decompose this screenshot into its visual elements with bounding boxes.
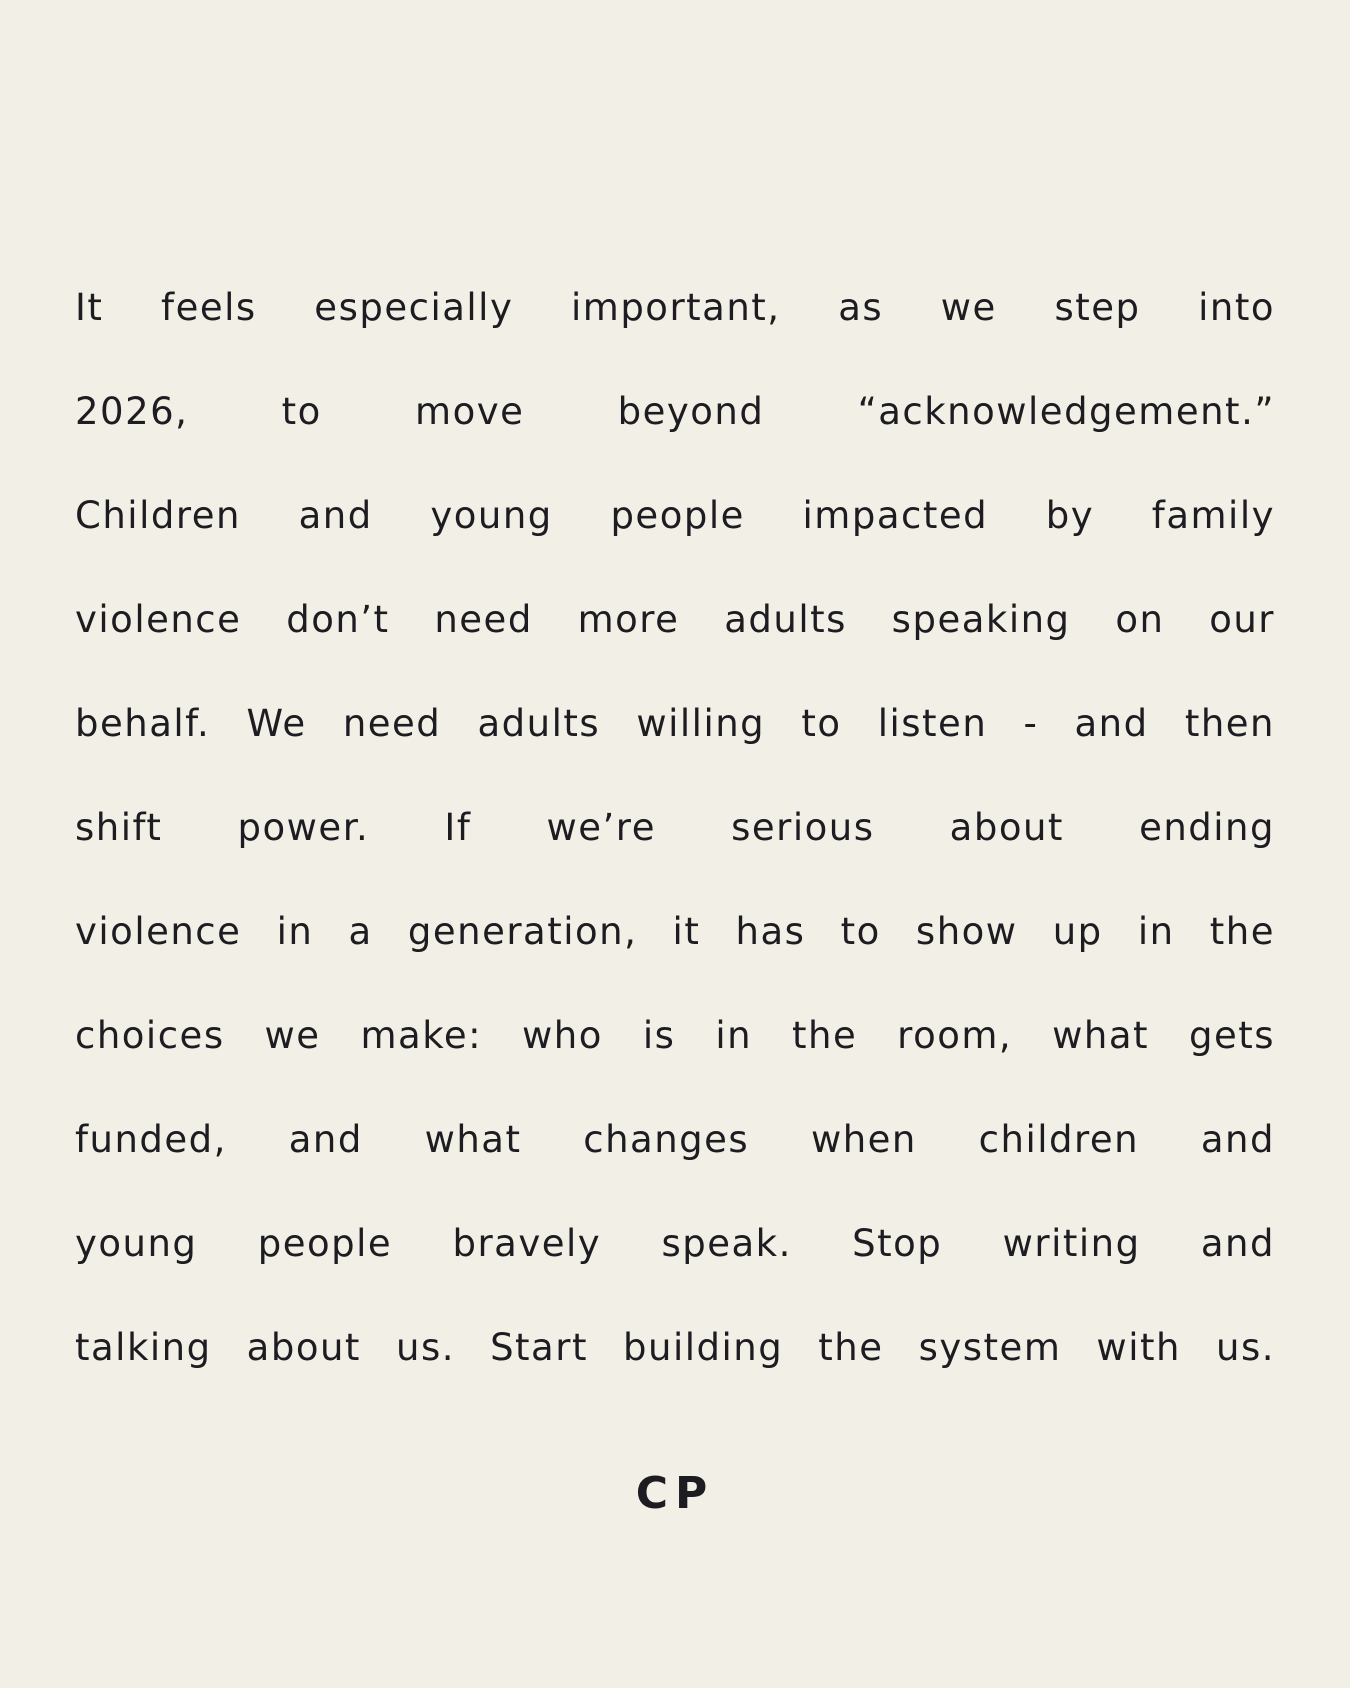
quote-line: violence in a generation, it has to show up in the bbox=[75, 910, 1275, 953]
quote-line: 2026, to move beyond “acknowledgement.” bbox=[75, 390, 1275, 433]
quote-line: choices we make: who is in the room, what gets bbox=[75, 1014, 1275, 1057]
signature-initials: CP bbox=[635, 1468, 715, 1519]
quote-line: talking about us. Start building the system with us. bbox=[75, 1326, 1275, 1369]
quote-text-block bbox=[75, 256, 1275, 1400]
quote-line: funded, and what changes when children and bbox=[75, 1118, 1275, 1161]
quote-line: behalf. We need adults willing to listen - and then bbox=[75, 702, 1275, 745]
quote-line: It feels especially important, as we step into bbox=[75, 286, 1275, 329]
quote-line: shift power. If we’re serious about ending bbox=[75, 806, 1275, 849]
quote-line: Children and young people impacted by family bbox=[75, 494, 1275, 537]
quote-line: violence don’t need more adults speaking on our bbox=[75, 598, 1275, 641]
quote-line: young people bravely speak. Stop writing and bbox=[75, 1222, 1275, 1265]
